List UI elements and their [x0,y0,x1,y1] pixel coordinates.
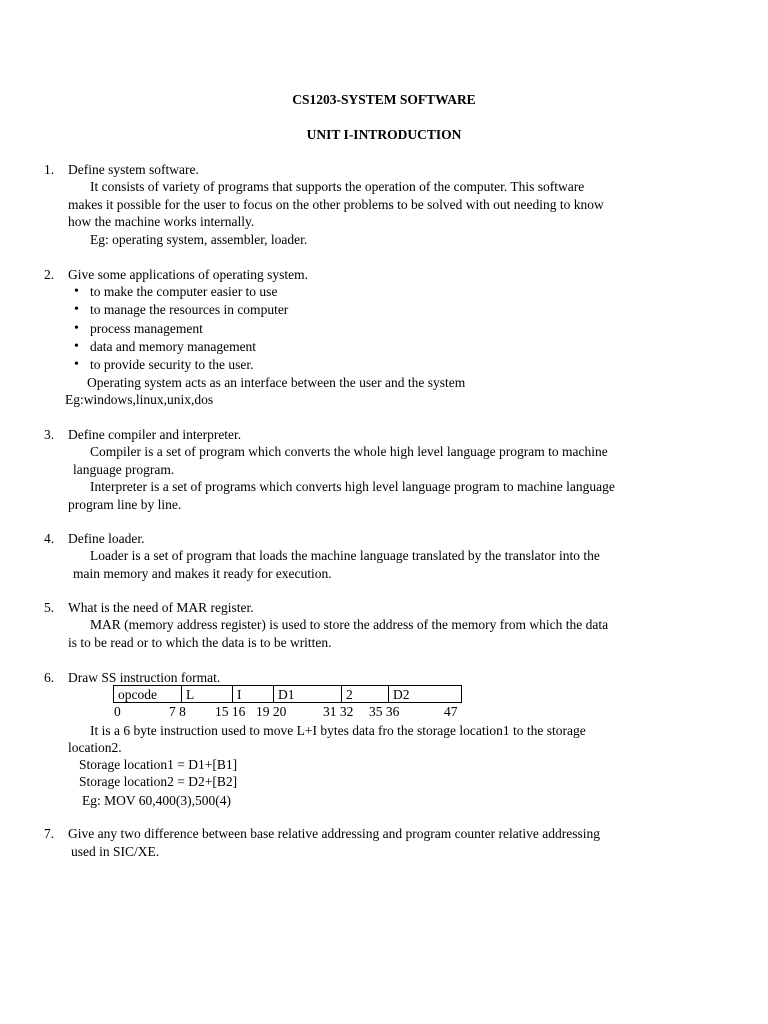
q6-line: Eg: MOV 60,400(3),500(4) [82,793,231,808]
q4-line: Loader is a set of program that loads the machine language translated by the translator into the [90,548,600,563]
q2-number: 2. [44,267,55,282]
q6-line: Storage location2 = D2+[B2] [79,774,238,789]
q2-line: Eg:windows,linux,unix,dos [65,392,214,407]
q4-number: 4. [44,531,55,546]
q6-line: location2. [68,740,122,755]
q2-bullet: • to provide security to the user. [90,356,253,373]
d1-cell: D1 [274,686,342,703]
q5-line: is to be read or to which the data is to be written. [68,635,332,650]
q2-bullet: • to make the computer easier to use [90,283,277,300]
table-row [114,686,462,703]
bit-position: 7 8 [169,704,186,719]
q1-title: Define system software. [68,162,199,177]
q6-line: Storage location1 = D1+[B1] [79,757,238,772]
bit-position: 35 36 [369,704,400,719]
q1-line: It consists of variety of programs that supports the operation of the computer. This software [90,179,585,194]
q4-line: main memory and makes it ready for execution. [73,566,332,581]
q4-title: Define loader. [68,531,145,546]
q5-line: MAR (memory address register) is used to store the address of the memory from which the data [90,617,609,632]
q5-number: 5. [44,600,55,615]
bit-position: 0 [114,704,121,719]
q3-line: language program. [73,462,175,477]
q3-title: Define compiler and interpreter. [68,427,242,442]
bit-position: 15 16 [215,704,246,719]
q7-number: 7. [44,826,55,841]
length-cell: L [182,686,233,703]
q6-number: 6. [44,670,55,685]
q6-title: Draw SS instruction format. [68,670,221,685]
q5-title: What is the need of MAR register. [68,600,254,615]
d2-cell: D2 [389,686,462,703]
q3-line: Compiler is a set of program which converts the whole high level language program to machine [90,444,608,459]
bit-position: 47 [444,704,458,719]
q2-bullet: • data and memory management [90,338,256,355]
q3-line: program line by line. [68,497,182,512]
q3-number: 3. [44,427,55,442]
course-title: CS1203-SYSTEM SOFTWARE [292,92,476,107]
q1-number: 1. [44,162,55,177]
q3-line: Interpreter is a set of programs which converts high level language program to machine language [90,479,615,494]
q7-line: used in SIC/XE. [71,844,160,859]
q1-line: makes it possible for the user to focus on the other problems to be solved with out needing to know [68,197,604,212]
bit-position: 19 20 [256,704,287,719]
bit-position: 31 32 [323,704,354,719]
q2-bullet: • to manage the resources in computer [90,301,288,318]
q2-title: Give some applications of operating system. [68,267,308,282]
q1-line: Eg: operating system, assembler, loader. [90,232,308,247]
q2-bullet: • process management [90,320,203,337]
q7-title: Give any two difference between base relative addressing and program counter relative addressing [68,826,601,841]
unit-title: UNIT I-INTRODUCTION [306,127,462,142]
q2-line: Operating system acts as an interface between the user and the system [87,375,466,390]
ss-instruction-format-table [113,685,462,703]
b2-cell: 2 [342,686,389,703]
q6-line: It is a 6 byte instruction used to move L+I bytes data fro the storage location1 to the storage [90,723,586,738]
index-cell: I [233,686,274,703]
opcode-cell: opcode [114,686,182,703]
q1-line: how the machine works internally. [68,214,255,229]
